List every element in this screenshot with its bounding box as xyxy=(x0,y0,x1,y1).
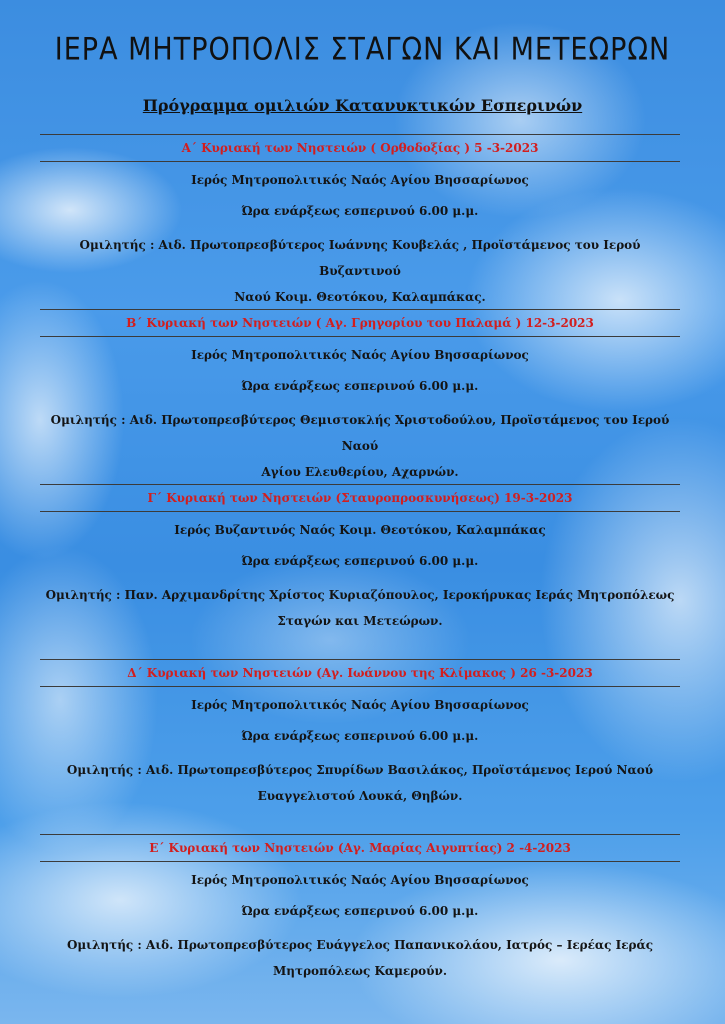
session-church: Ιερός Μητροπολιτικός Ναός Αγίου Βησσαρίωνος xyxy=(191,873,529,887)
session-speaker-line2: Αγίου Ελευθερίου, Αχαρνών. xyxy=(261,465,459,479)
session-heading: Β΄ Κυριακή των Νηστειών ( Αγ. Γρηγορίου του Παλαμά ) 12-3-2023 xyxy=(40,309,680,337)
session-heading: Δ΄ Κυριακή των Νηστειών (Αγ. Ιωάννου της Κλίμακος ) 26 -3-2023 xyxy=(40,659,680,687)
session-time: Ώρα ενάρξεως εσπερινού 6.00 μ.μ. xyxy=(241,379,479,393)
page-title: ΙΕΡΑ ΜΗΤΡΟΠΟΛΙΣ ΣΤΑΓΩΝ ΚΑΙ ΜΕΤΕΩΡΩΝ xyxy=(54,31,671,68)
session-block-2 xyxy=(40,309,680,485)
page-subtitle: Πρόγραμμα ομιλιών Κατανυκτικών Εσπερινών xyxy=(142,96,583,115)
session-heading: Γ΄ Κυριακή των Νηστειών (Σταυροπροσκυνήσεως) 19-3-2023 xyxy=(40,484,680,512)
session-speaker-line1: Ομιλητής : Αιδ. Πρωτοπρεσβύτερος Ιωάννης Κουβελάς , Προϊστάμενος του Ιερού Βυζαντινού xyxy=(79,238,641,278)
session-speaker-line2: Μητροπόλεως Καμερούν. xyxy=(272,964,448,978)
session-speaker-line1: Ομιλητής : Αιδ. Πρωτοπρεσβύτερος Ευάγγελος Παπανικολάου, Ιατρός – Ιερέας Ιεράς xyxy=(66,938,654,952)
session-heading: Ε΄ Κυριακή των Νηστειών (Αγ. Μαρίας Αιγυπτίας) 2 -4-2023 xyxy=(40,834,680,862)
session-time: Ώρα ενάρξεως εσπερινού 6.00 μ.μ. xyxy=(241,554,479,568)
session-block-5 xyxy=(40,834,680,984)
session-time: Ώρα ενάρξεως εσπερινού 6.00 μ.μ. xyxy=(241,204,479,218)
session-block-3 xyxy=(40,484,680,634)
session-speaker-line2: Ευαγγελιστού Λουκά, Θηβών. xyxy=(257,789,463,803)
session-block-4 xyxy=(40,659,680,809)
session-speaker-line1: Ομιλητής : Παν. Αρχιμανδρίτης Χρίστος Κυριαζόπουλος, Ιεροκήρυκας Ιεράς Μητροπόλεως xyxy=(45,588,675,602)
session-speaker-line1: Ομιλητής : Αιδ. Πρωτοπρεσβύτερος Θεμιστοκλής Χριστοδούλου, Προϊστάμενος του Ιερού Ναού xyxy=(50,413,670,453)
session-church: Ιερός Μητροπολιτικός Ναός Αγίου Βησσαρίωνος xyxy=(191,173,529,187)
session-block-1 xyxy=(40,134,680,310)
session-church: Ιερός Βυζαντινός Ναός Κοιμ. Θεοτόκου, Καλαμπάκας xyxy=(174,523,546,537)
session-time: Ώρα ενάρξεως εσπερινού 6.00 μ.μ. xyxy=(241,729,479,743)
session-speaker-line1: Ομιλητής : Αιδ. Πρωτοπρεσβύτερος Σπυρίδων Βασιλάκος, Προϊστάμενος Ιερού Ναού xyxy=(66,763,654,777)
session-church: Ιερός Μητροπολιτικός Ναός Αγίου Βησσαρίωνος xyxy=(191,698,529,712)
session-church: Ιερός Μητροπολιτικός Ναός Αγίου Βησσαρίωνος xyxy=(191,348,529,362)
session-speaker-line2: Ναού Κοιμ. Θεοτόκου, Καλαμπάκας. xyxy=(234,290,486,304)
session-heading: Α΄ Κυριακή των Νηστειών ( Ορθοδοξίας ) 5 -3-2023 xyxy=(40,134,680,162)
session-speaker-line2: Σταγών και Μετεώρων. xyxy=(277,614,443,628)
session-time: Ώρα ενάρξεως εσπερινού 6.00 μ.μ. xyxy=(241,904,479,918)
